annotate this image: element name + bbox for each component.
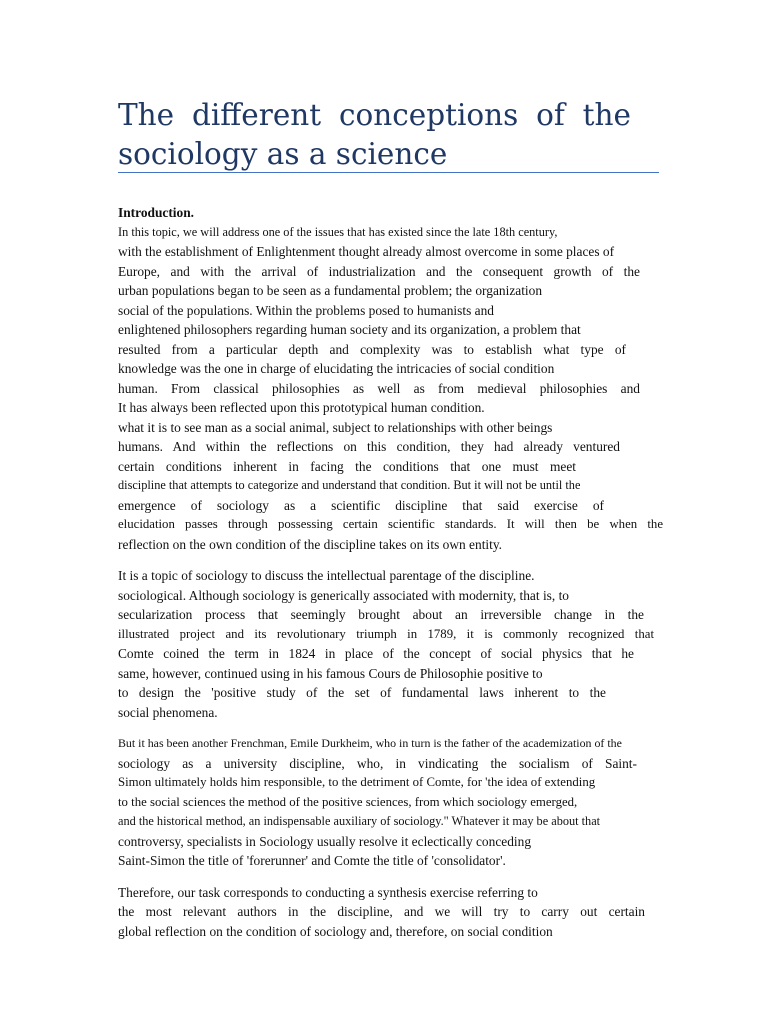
text-line: Therefore, our task corresponds to conducting a synthesis exercise referring to [118, 884, 538, 900]
text-line: sociology as a university discipline, who, in vindicating the socialism of Saint- [118, 755, 637, 771]
text-line: social phenomena. [118, 704, 218, 720]
text-line: Europe, and with the arrival of industrialization and the consequent growth of the [118, 263, 640, 279]
text-line: elucidation passes through possessing certain scientific standards. It will then be when the [118, 517, 663, 531]
text-line: enlightened philosophers regarding human society and its organization, a problem that [118, 322, 581, 337]
intro-heading: Introduction. [118, 205, 195, 220]
text-line: to design the 'positive study of the set of fundamental laws inherent to the [118, 685, 606, 700]
text-line: urban populations began to be seen as a fundamental problem; the organization [118, 283, 543, 298]
text-line: what it is to see man as a social animal, subject to relationships with other beings [118, 419, 553, 435]
title-line-2: sociology as a science [118, 137, 448, 171]
text-line: resulted from a particular depth and complexity was to establish what type of [118, 341, 626, 357]
text-line: the most relevant authors in the discipline, and we will try to carry out certain [118, 904, 645, 919]
title-underline-rule [118, 172, 659, 173]
text-line: Saint-Simon the title of 'forerunner' and Comte the title of 'consolidator'. [118, 853, 506, 868]
text-line: sociological. Although sociology is generically associated with modernity, that is, to [118, 587, 569, 603]
text-line: It is a topic of sociology to discuss the intellectual parentage of the discipline. [118, 568, 535, 583]
text-line: human. From classical philosophies as well as from medieval philosophies and [118, 380, 640, 396]
text-line: and the historical method, an indispensable auxiliary of sociology." Whatever it may be about that [118, 814, 601, 828]
text-line: reflection on the own condition of the discipline takes on its own entity. [118, 536, 503, 552]
paragraph-3 [118, 734, 684, 871]
paragraph-2 [118, 566, 684, 722]
text-line: It has always been reflected upon this prototypical human condition. [118, 400, 485, 415]
text-line: But it has been another Frenchman, Emile Durkheim, who in turn is the father of the academization of the [118, 736, 622, 750]
text-line: to the social sciences the method of the positive sciences, from which sociology emerged, [118, 794, 578, 809]
text-line: knowledge was the one in charge of elucidating the intricacies of social condition [118, 361, 555, 376]
document-body [118, 203, 684, 953]
title-line-1: The different conceptions of the [118, 98, 631, 132]
text-line: certain conditions inherent in facing the conditions that one must meet [118, 458, 576, 474]
document-title [118, 96, 631, 174]
text-line: Comte coined the term in 1824 in place of the concept of social physics that he [118, 646, 634, 661]
text-line: social of the populations. Within the problems posed to humanists and [118, 302, 494, 318]
text-line: discipline that attempts to categorize and understand that condition. But it will not be until the [118, 478, 581, 492]
text-line: In this topic, we will address one of the issues that has existed since the late 18th century, [118, 224, 558, 239]
paragraph-4 [118, 883, 684, 942]
text-line: with the establishment of Enlightenment thought already almost overcome in some places of [118, 244, 615, 259]
text-line: emergence of sociology as a scientific discipline that said exercise of [118, 497, 604, 513]
text-line: global reflection on the condition of sociology and, therefore, on social condition [118, 923, 553, 939]
text-line: controversy, specialists in Sociology usually resolve it eclectically conceding [118, 833, 532, 849]
text-line: Simon ultimately holds him responsible, to the detriment of Comte, for 'the idea of extending [118, 775, 596, 789]
text-line: secularization process that seemingly brought about an irreversible change in the [118, 607, 644, 622]
text-line: same, however, continued using in his famous Cours de Philosophie positive to [118, 665, 543, 681]
text-line: illustrated project and its revolutionary triumph in 1789, it is commonly recognized that [118, 626, 654, 641]
paragraph-1 [118, 223, 684, 555]
text-line: humans. And within the reflections on this condition, they had already ventured [118, 439, 620, 454]
